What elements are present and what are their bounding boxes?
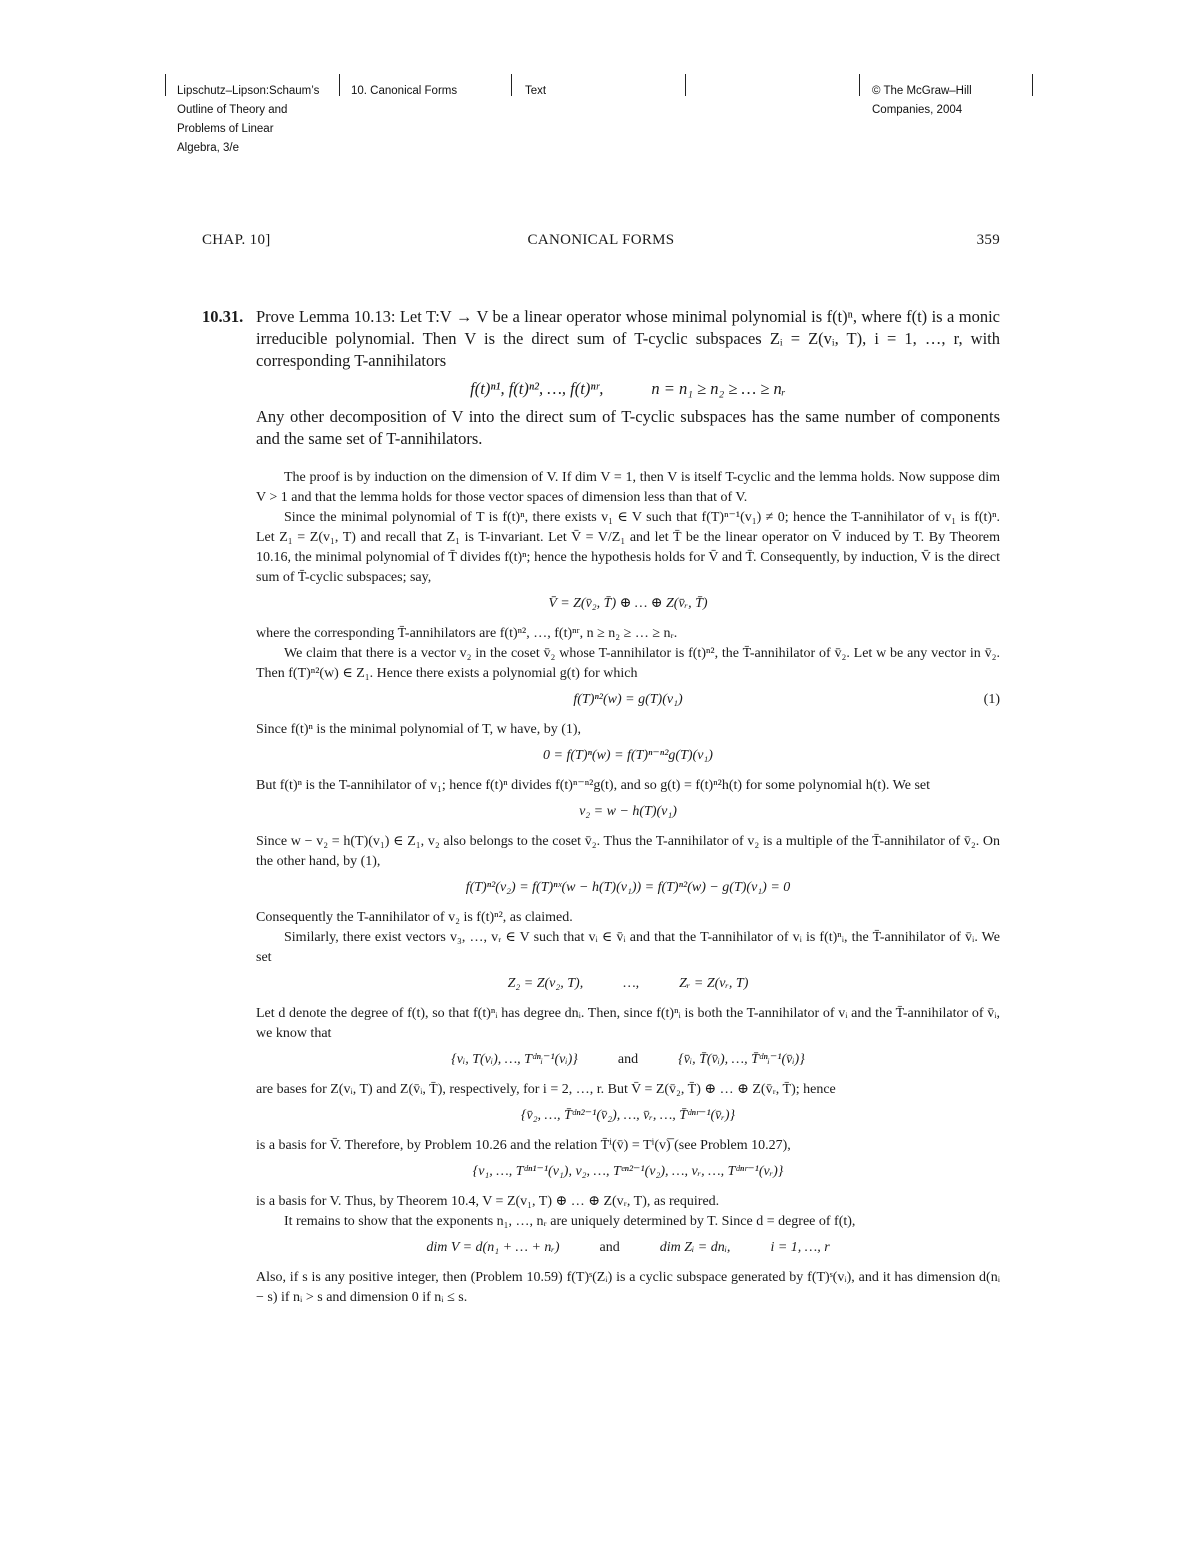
display-equation: {vᵢ, T(vᵢ), …, Tᵈⁿᵢ⁻¹(vᵢ)} and {v̄ᵢ, T̄(v̄ᵢ), …, T̄ᵈⁿᵢ⁻¹(v̄ᵢ)}	[451, 1052, 805, 1067]
display-equation: f(T)ⁿ²(v₂) = f(T)ⁿˣ(w − h(T)(v₁)) = f(T)ⁿ²(w) − g(T)(v₁) = 0	[465, 880, 791, 895]
publisher-header	[165, 74, 1033, 154]
section-name: Text	[525, 85, 547, 97]
proof-body	[256, 468, 1000, 1308]
header-divider	[1032, 74, 1033, 96]
display-equation: f(t)ⁿ¹, f(t)ⁿ², …, f(t)ⁿʳ, n = n₁ ≥ n₂ ≥ … ≥ nᵣ	[470, 379, 786, 398]
paragraph: Similarly, there exist vectors v₃, …, vᵣ ∈ V such that vᵢ ∈ v̄ᵢ and that the T-annihilator of vᵢ is f(t)ⁿᵢ, the T̄-annihilator of v̄ᵢ. We set	[256, 930, 1000, 965]
header-divider	[339, 74, 340, 96]
display-equation: V̄ = Z(v̄₂, T̄) ⊕ … ⊕ Z(v̄ᵣ, T̄)	[548, 596, 708, 611]
running-head	[202, 232, 1000, 256]
paragraph: Since w − v₂ = h(T)(v₁) ∈ Z₁, v₂ also belongs to the coset v̄₂. Thus the T-annihilator of v₂ is a multiple of the T̄-annihilator of v̄₂. On the other hand, by (1),	[256, 834, 1000, 869]
equation-tag: (1)	[983, 692, 1000, 707]
copyright-notice: © The McGraw–Hill Companies, 2004	[872, 85, 972, 116]
paragraph: Let d denote the degree of f(t), so that f(t)ⁿᵢ has degree dnᵢ. Then, since f(t)ⁿᵢ is both the T-annihilator of vᵢ and the T̄-annihilator of v̄ᵢ, we know that	[256, 1006, 1000, 1041]
problem-number: 10.31.	[202, 307, 244, 326]
problem-text: Prove Lemma 10.13: Let T:V → V be a linear operator whose minimal polynomial is f(t)ⁿ, where f(t) is a monic irreducible polynomial. Then V is the direct sum of T-cyclic subspaces Zᵢ = Z(vᵢ, T), i = 1, …, r, with corresponding T-annihilators	[256, 307, 1000, 370]
paragraph: Since f(t)ⁿ is the minimal polynomial of T, w have, by (1),	[256, 722, 582, 737]
chapter-label: CHAP. 10]	[202, 232, 271, 248]
problem-statement	[202, 306, 1000, 450]
display-equation: 0 = f(T)ⁿ(w) = f(T)ⁿ⁻ⁿ²g(T)(v₁)	[543, 748, 713, 763]
header-divider	[859, 74, 860, 96]
chapter-name: 10. Canonical Forms	[351, 85, 458, 97]
display-equation: f(T)ⁿ²(w) = g(T)(v₁) (1)	[256, 690, 1000, 710]
paragraph: We claim that there is a vector v₂ in the coset v̄₂ whose T-annihilator is f(t)ⁿ², the T̄-annihilator of v̄₂. Let w be any vector in v̄₂. Then f(T)ⁿ²(w) ∈ Z₁. Hence there exists a polynomial g(t) for which	[256, 646, 1000, 681]
display-equation: v₂ = w − h(T)(v₁)	[579, 804, 677, 819]
paragraph: is a basis for V̄. Therefore, by Problem 10.26 and the relation T̄ⁱ(v̄) = Tⁱ(v)̅ (see Problem 10.27),	[256, 1138, 791, 1153]
page-title: CANONICAL FORMS	[527, 232, 675, 248]
display-equation: {v₁, …, Tᵈⁿ¹⁻¹(v₁), v₂, …, Tᵉⁿ²⁻¹(v₂), …, vᵣ, …, Tᵈⁿʳ⁻¹(vᵣ)}	[472, 1164, 784, 1179]
header-divider	[511, 74, 512, 96]
paragraph: is a basis for V. Thus, by Theorem 10.4, V = Z(v₁, T) ⊕ … ⊕ Z(vᵣ, T), as required.	[256, 1194, 720, 1209]
paragraph: Consequently the T-annihilator of v₂ is f(t)ⁿ², as claimed.	[256, 910, 573, 925]
book-title: Lipschutz–Lipson:Schaum’s Outline of Theory and Problems of Linear Algebra, 3/e	[177, 85, 320, 154]
paragraph: But f(t)ⁿ is the T-annihilator of v₁; hence f(t)ⁿ divides f(t)ⁿ⁻ⁿ²g(t), and so g(t) = f(t)ⁿ²h(t) for some polynomial h(t). We set	[256, 778, 931, 793]
display-equation: dim V = d(n₁ + … + nᵣ) and dim Zᵢ = dnᵢ, i = 1, …, r	[426, 1240, 830, 1255]
header-divider	[685, 74, 686, 96]
paragraph: It remains to show that the exponents n₁, …, nᵣ are uniquely determined by T. Since d = degree of f(t),	[284, 1214, 856, 1229]
problem-text-end: Any other decomposition of V into the direct sum of T-cyclic subspaces has the same number of components and the same set of T-annihilators.	[256, 407, 1000, 448]
paragraph: Since the minimal polynomial of T is f(t)ⁿ, there exists v₁ ∈ V such that f(T)ⁿ⁻¹(v₁) ≠ 0; hence the T-annihilator of v₁ is f(t)ⁿ. Let Z₁ = Z(v₁, T) and recall that Z₁ is T-invariant. Let V̄ = V/Z₁ and let T̄ be the linear operator on V̄ induced by T. By Theorem 10.16, the minimal polynomial of T̄ divides f(t)ⁿ; hence the hypothesis holds for V̄ and T̄. Consequently, by induction, V̄ is the direct sum of T̄-cyclic subspaces; say,	[256, 510, 1000, 585]
display-equation: {v̄₂, …, T̄ᵈⁿ²⁻¹(v̄₂), …, v̄ᵣ, …, T̄ᵈⁿʳ⁻¹(v̄ᵣ)}	[520, 1108, 736, 1123]
paragraph: where the corresponding T̄-annihilators are f(t)ⁿ², …, f(t)ⁿʳ, n ≥ n₂ ≥ … ≥ nᵣ.	[256, 626, 678, 641]
page-number: 359	[976, 232, 1000, 248]
paragraph: The proof is by induction on the dimension of V. If dim V = 1, then V is itself T-cyclic and the lemma holds. Now suppose dim V > 1 and that the lemma holds for those vector spaces of dimension less than that of V.	[256, 470, 1000, 505]
paragraph: are bases for Z(vᵢ, T) and Z(v̄ᵢ, T̄), respectively, for i = 2, …, r. But V̄ = Z(v̄₂, T̄) ⊕ … ⊕ Z(v̄ᵣ, T̄); hence	[256, 1082, 836, 1097]
paragraph: Also, if s is any positive integer, then (Problem 10.59) f(T)ˢ(Zᵢ) is a cyclic subspace generated by f(T)ˢ(vᵢ), and it has dimension d(nᵢ − s) if nᵢ > s and dimension 0 if nᵢ ≤ s.	[256, 1270, 1000, 1305]
header-divider	[165, 74, 166, 96]
display-equation: Z₂ = Z(v₂, T), …, Zᵣ = Z(vᵣ, T)	[507, 976, 749, 991]
